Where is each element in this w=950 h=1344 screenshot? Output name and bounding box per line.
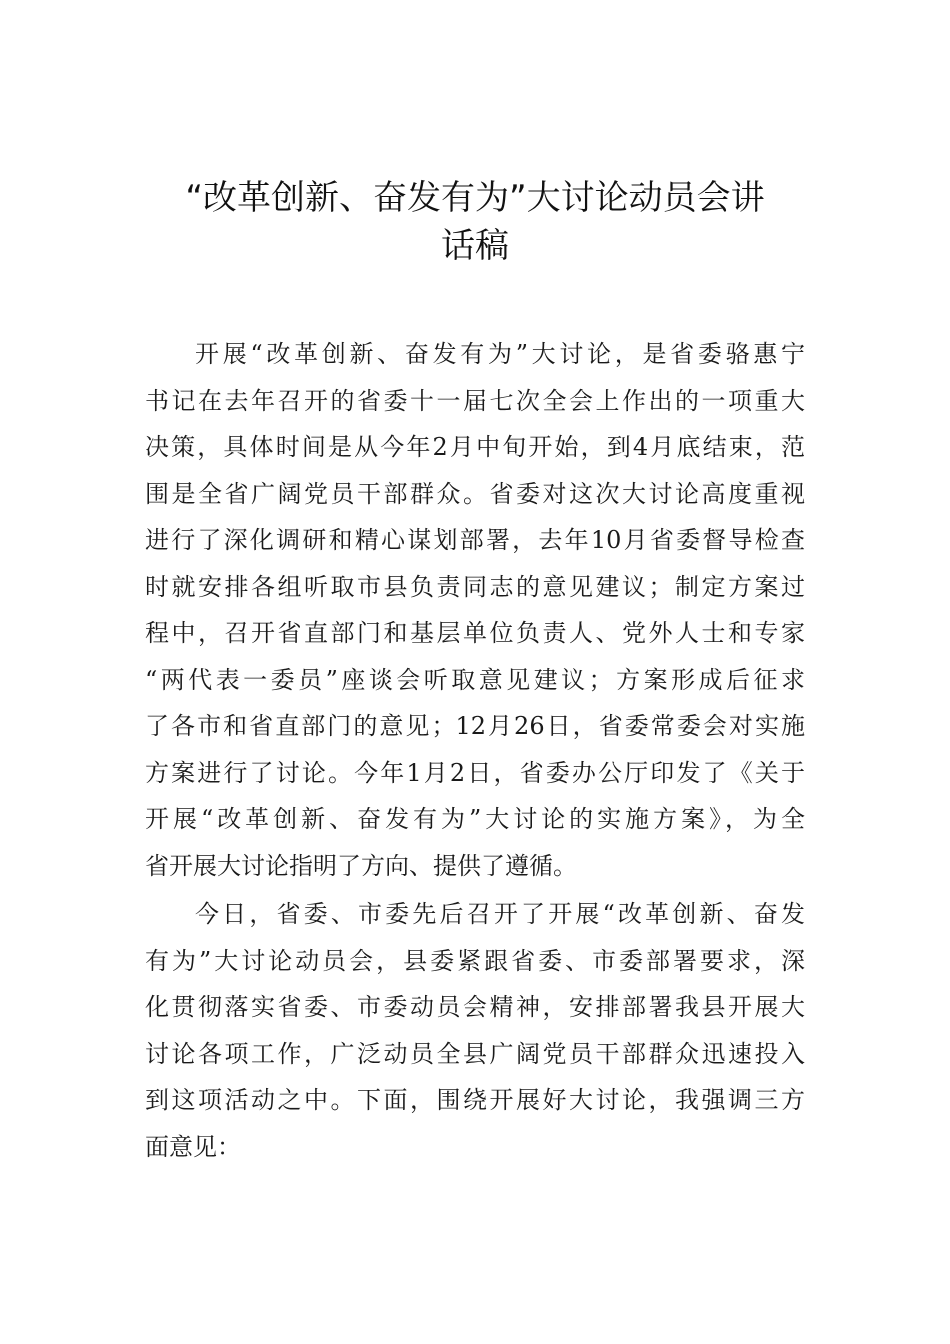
paragraph-line: 方案进行了讨论。今年1月2日，省委办公厅印发了《关于	[145, 758, 805, 787]
paragraph-line: 进行了深化调研和精心谋划部署，去年10月省委督导检查	[145, 526, 805, 554]
paragraph-line: 有为”大讨论动员会，县委紧跟省委、市委部署要求，深	[145, 946, 805, 975]
paragraph-line: 讨论各项工作，广泛动员全县广阔党员干部群众迅速投入	[145, 1039, 805, 1068]
paragraph-line: 决策，具体时间是从今年2月中旬开始，到4月底结束，范	[145, 433, 805, 461]
paragraph-line: 开展“改革创新、奋发有为”大讨论，是省委骆惠宁	[195, 340, 805, 368]
paragraph-1	[145, 331, 805, 889]
paragraph-line: 化贯彻落实省委、市委动员会精神，安排部署我县开展大	[145, 993, 805, 1021]
paragraph-2	[145, 891, 805, 1170]
paragraph-line: 书记在去年召开的省委十一届七次全会上作出的一项重大	[145, 386, 805, 415]
paragraph-line: 开展“改革创新、奋发有为”大讨论的实施方案》，为全	[145, 805, 805, 833]
paragraph-line: 时就安排各组听取市县负责同志的意见建议；制定方案过	[145, 572, 805, 601]
paragraph-line: 面意见：	[145, 1132, 241, 1161]
paragraph-line: 程中，召开省直部门和基层单位负责人、党外人士和专家	[145, 619, 805, 647]
paragraph-line: 了各市和省直部门的意见；12月26日，省委常委会对实施	[145, 712, 805, 740]
document-body	[145, 331, 805, 1170]
paragraph-line: “两代表一委员”座谈会听取意见建议；方案形成后征求	[145, 665, 805, 694]
document-title	[120, 174, 830, 270]
title-line-1: “改革创新、奋发有为”大讨论动员会讲	[185, 178, 765, 218]
paragraph-line: 到这项活动之中。下面，围绕开展好大讨论，我强调三方	[145, 1086, 805, 1114]
paragraph-line: 今日，省委、市委先后召开了开展“改革创新、奋发	[195, 900, 805, 928]
title-line-2: 话稿	[441, 226, 509, 266]
paragraph-line: 省开展大讨论指明了方向、提供了遵循。	[145, 851, 577, 880]
paragraph-line: 围是全省广阔党员干部群众。省委对这次大讨论高度重视	[145, 479, 805, 508]
